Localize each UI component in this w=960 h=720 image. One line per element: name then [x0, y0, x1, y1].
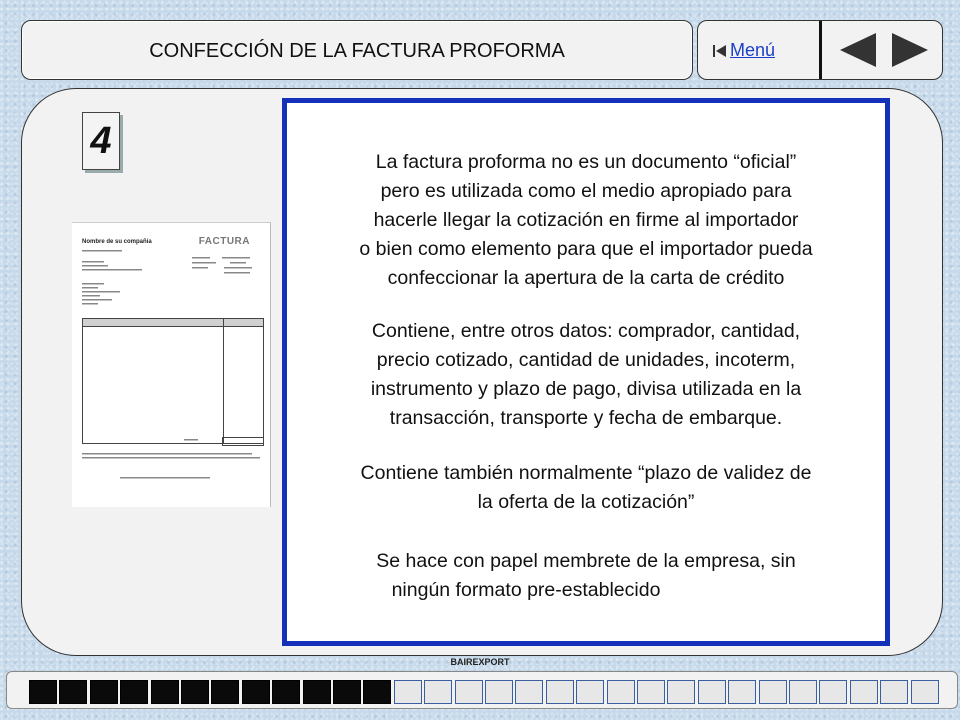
progress-segment-pending — [637, 680, 665, 704]
progress-segment-pending — [789, 680, 817, 704]
invoice-doc-title: FACTURA — [198, 236, 250, 247]
previous-button[interactable] — [838, 31, 878, 74]
paragraph-line: o bien como elemento para que el importador pueda — [359, 238, 813, 260]
invoice-table — [82, 318, 264, 444]
title-bar — [21, 20, 693, 80]
paragraph-line: instrumento y plazo de pago, divisa utilizada en la — [370, 378, 802, 400]
progress-segment-complete — [211, 680, 239, 704]
paragraph-line: hacerle llegar la cotización en firme al importador — [373, 209, 799, 231]
progress-segment-pending — [515, 680, 543, 704]
menu-link[interactable] — [712, 40, 775, 61]
invoice-thumbnail-image — [72, 222, 271, 507]
progress-segment-pending — [394, 680, 422, 704]
progress-segment-complete — [272, 680, 300, 704]
info-text-box — [282, 98, 890, 646]
progress-segment-pending — [911, 680, 939, 704]
paragraph-line: La factura proforma no es un documento “oficial” — [375, 151, 797, 173]
progress-segment-pending — [607, 680, 635, 704]
progress-segment-complete — [59, 680, 87, 704]
first-page-icon — [712, 43, 728, 59]
invoice-company-name: Nombre de su compañía — [82, 239, 152, 245]
progress-segment-complete — [29, 680, 57, 704]
paragraph-line: Contiene también normalmente “plazo de validez de — [360, 462, 812, 484]
paragraph-4 — [287, 547, 885, 605]
paragraph-line: la oferta de la cotización” — [477, 491, 695, 513]
progress-segment-pending — [880, 680, 908, 704]
progress-segment-pending — [546, 680, 574, 704]
progress-segment-pending — [728, 680, 756, 704]
progress-segment-pending — [455, 680, 483, 704]
progress-segment-complete — [242, 680, 270, 704]
step-number-badge: 4 — [82, 112, 120, 170]
progress-segment-pending — [485, 680, 513, 704]
previous-triangle-icon — [838, 31, 878, 69]
paragraph-line: Contiene, entre otros datos: comprador, cantidad, — [371, 320, 801, 342]
progress-segment-complete — [120, 680, 148, 704]
progress-segment-complete — [151, 680, 179, 704]
paragraph-line: transacción, transporte y fecha de embarque. — [389, 407, 783, 429]
navigation-panel — [697, 20, 943, 80]
progress-segment-pending — [850, 680, 878, 704]
footer-label: BAIREXPORT — [450, 657, 510, 667]
progress-segment-pending — [667, 680, 695, 704]
paragraph-3 — [287, 459, 885, 517]
invoice-table-header — [83, 319, 263, 327]
progress-segment-pending — [819, 680, 847, 704]
paragraph-2 — [287, 317, 885, 433]
progress-segment-complete — [333, 680, 361, 704]
next-button[interactable] — [890, 31, 930, 74]
invoice-total-box — [222, 437, 264, 446]
progress-segment-complete — [90, 680, 118, 704]
menu-label: Menú — [730, 40, 776, 60]
nav-divider — [819, 21, 822, 79]
paragraph-line: confeccionar la apertura de la carta de crédito — [387, 267, 785, 289]
progress-segment-pending — [424, 680, 452, 704]
progress-segment-pending — [576, 680, 604, 704]
paragraph-line: precio cotizado, cantidad de unidades, incoterm, — [376, 349, 796, 371]
paragraph-line: Se hace con papel membrete de la empresa, sin — [376, 550, 796, 572]
invoice-table-column-divider — [223, 319, 224, 443]
progress-segment-pending — [759, 680, 787, 704]
page-title: CONFECCIÓN DE LA FACTURA PROFORMA — [149, 40, 565, 62]
paragraph-line: ningún formato pre-establecido — [391, 579, 661, 601]
progress-bar — [6, 671, 958, 709]
paragraph-line: pero es utilizada como el medio apropiado para — [380, 180, 792, 202]
progress-segment-pending — [698, 680, 726, 704]
progress-segment-complete — [363, 680, 391, 704]
paragraph-1 — [287, 148, 885, 293]
progress-segment-complete — [181, 680, 209, 704]
progress-segment-complete — [303, 680, 331, 704]
next-triangle-icon — [890, 31, 930, 69]
